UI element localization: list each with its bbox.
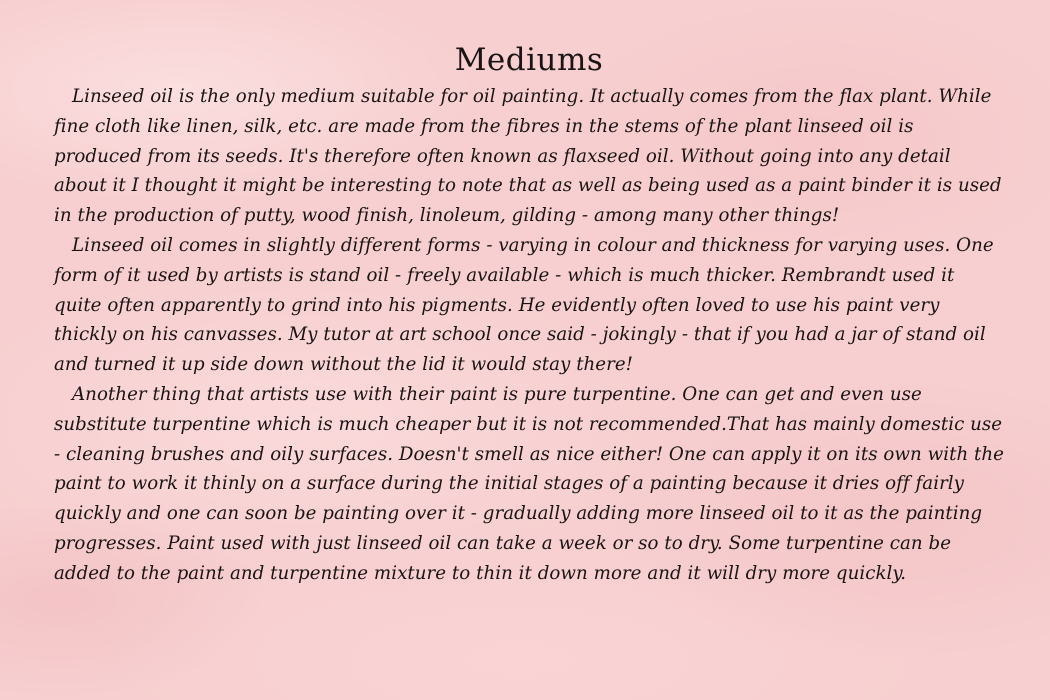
paragraph-turpentine: Another thing that artists use with their paint is pure turpentine. One can get and even use substitute turpentine which is much cheaper but it is not recommended.That has mainly domestic use - cleaning brushes and oily surfaces. Doesn't smell as nice either! One can apply it on its own with the paint to work it thinly on a surface during the initial stages of a painting because it dries off fairly quickly and one can soon be painting over it - gradually adding more linseed oil to it as the painting progresses. Paint used with just linseed oil can take a week or so to dry. Some turpentine can be added to the paint and turpentine mixture to thin it down more and it will dry more quickly. — [54, 383, 1004, 584]
paragraph-linseed-oil: Linseed oil is the only medium suitable for oil painting. It actually comes from the flax plant. While fine cloth like linen, silk, etc. are made from the fibres in the stems of the plant linseed oil is produced from its seeds. It's therefore often known as flaxseed oil. Without going into any detail about it I thought it might be interesting to note that as well as being used as a paint binder it is used in the production of putty, wood finish, linoleum, gilding - among many other things! — [54, 86, 1002, 227]
document-page — [54, 40, 1004, 589]
page-title: Mediums — [454, 42, 604, 78]
paragraph-stand-oil: Linseed oil comes in slightly different forms - varying in colour and thickness for varying uses. One form of it used by artists is stand oil - freely available - which is much thicker. Rembrandt used it quite often apparently to grind into his pigments. He evidently often loved to use his paint very thickly on his canvasses. My tutor at art school once said - jokingly - that if you had a jar of stand oil and turned it up side down without the lid it would stay there! — [54, 234, 994, 376]
